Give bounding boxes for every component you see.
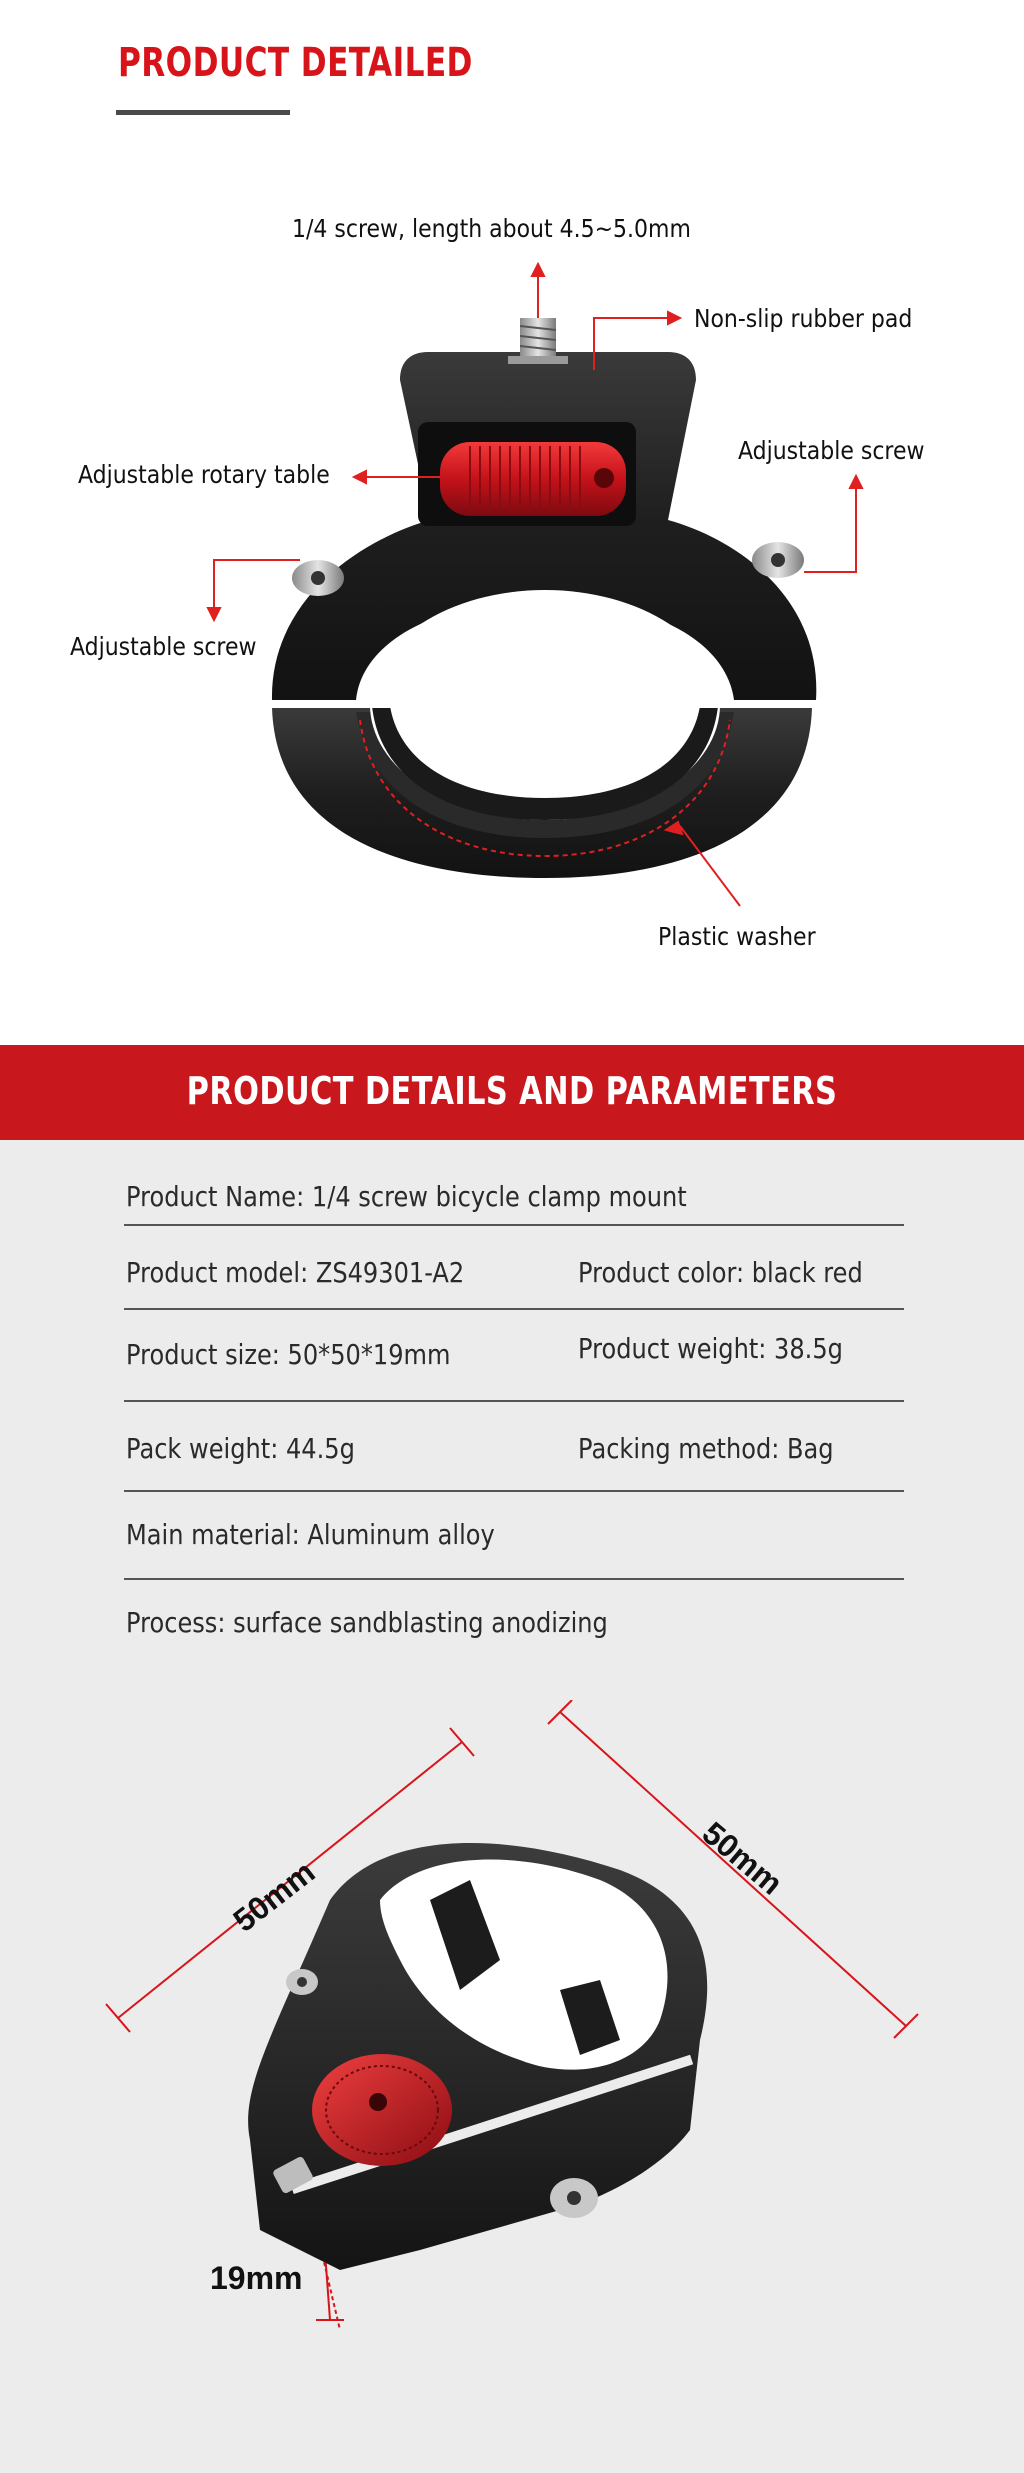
section-heading: PRODUCT DETAILED <box>118 40 473 86</box>
heading-underline <box>116 110 290 115</box>
callout-adjustable-screw-left: Adjustable screw <box>70 632 257 661</box>
callout-rotary-table: Adjustable rotary table <box>78 460 330 489</box>
dimension-label-height: 19mm <box>210 2260 303 2296</box>
clamp-mount-dimensions-illustration <box>0 1700 1024 2473</box>
param-product-weight: Product weight: 38.5g <box>578 1332 843 1365</box>
callout-rubber-pad: Non-slip rubber pad <box>694 304 913 333</box>
param-product-name: Product Name: 1/4 screw bicycle clamp mount <box>126 1180 687 1213</box>
clamp-seam <box>272 700 816 708</box>
dimension-label-width: 50mm <box>226 1853 322 1939</box>
parameters-banner <box>0 1045 1024 1140</box>
param-product-model: Product model: ZS49301-A2 <box>126 1256 465 1289</box>
product-detailed-section <box>0 0 1024 1045</box>
parameters-section <box>0 1140 1024 2473</box>
param-row-material <box>124 1492 904 1580</box>
dimension-label-depth: 50mm <box>695 1814 790 1902</box>
param-row-model-color <box>124 1226 904 1310</box>
clamp-body-angled <box>248 1843 707 2270</box>
param-row-pack <box>124 1402 904 1492</box>
param-pack-weight: Pack weight: 44.5g <box>126 1432 355 1465</box>
param-row-name <box>124 1176 904 1226</box>
callout-adjustable-screw-right: Adjustable screw <box>738 436 925 465</box>
param-product-color: Product color: black red <box>578 1256 863 1289</box>
banner-title: PRODUCT DETAILS AND PARAMETERS <box>186 1069 838 1113</box>
right-side-screw <box>752 542 804 578</box>
side-screw-top <box>286 1969 318 1995</box>
left-side-screw <box>292 560 344 596</box>
clamp-mount-front-illustration <box>0 120 1024 1045</box>
param-main-material: Main material: Aluminum alloy <box>126 1518 495 1551</box>
callout-plastic-washer: Plastic washer <box>658 922 816 951</box>
param-product-size: Product size: 50*50*19mm <box>126 1338 451 1371</box>
param-process: Process: surface sandblasting anodizing <box>126 1606 608 1639</box>
callout-screw: 1/4 screw, length about 4.5~5.0mm <box>292 214 691 243</box>
param-packing-method: Packing method: Bag <box>578 1432 834 1465</box>
side-screw-bottom <box>550 2178 598 2218</box>
param-row-process <box>124 1580 904 1664</box>
param-row-size-weight <box>124 1310 904 1402</box>
mount-screw <box>508 318 568 364</box>
rotary-knob <box>440 442 626 516</box>
rotary-knob-angled <box>312 2054 452 2166</box>
